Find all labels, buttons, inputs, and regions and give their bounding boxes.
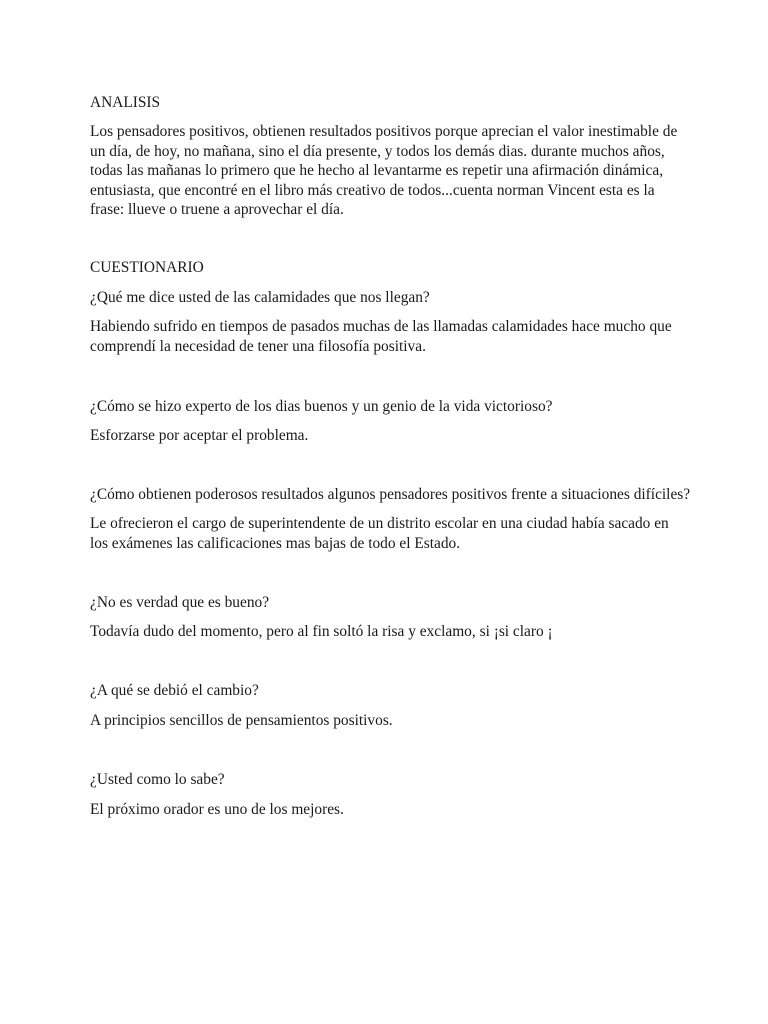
analysis-paragraph: Los pensadores positivos, obtienen resultados positivos porque aprecian el valor inestimable de un día, de hoy, no mañana, sino el día presente, y todos los demás dias. durante muchos años, todas las mañanas lo primero que he hecho al levantarme es repetir una afirmación dinámica, entusiasta, que encontré en el libro más creativo de todos...cuenta norman Vincent esta es la frase: llueve o truene a aprovechar el día.	[90, 123, 678, 218]
question-2: ¿Cómo se hizo experto de los dias buenos y un genio de la vida victorioso?	[90, 398, 553, 415]
question-6: ¿Usted como lo sabe?	[90, 771, 225, 788]
question-1: ¿Qué me dice usted de las calamidades que nos llegan?	[90, 289, 430, 306]
answer-4: Todavía dudo del momento, pero al fin soltó la risa y exclamo, si ¡si claro ¡	[90, 623, 553, 640]
answer-5: A principios sencillos de pensamientos positivos.	[90, 712, 393, 729]
answer-6: El próximo orador es uno de los mejores.	[90, 801, 344, 818]
analysis-heading: ANALISIS	[90, 94, 161, 111]
answer-3: Le ofrecieron el cargo de superintendente de un distrito escolar en una ciudad había sacado en los exámenes las calificaciones mas bajas de todo el Estado.	[90, 515, 669, 552]
answer-2: Esforzarse por aceptar el problema.	[90, 427, 309, 444]
question-3: ¿Cómo obtienen poderosos resultados algunos pensadores positivos frente a situaciones difíciles?	[90, 486, 691, 503]
question-5: ¿A qué se debió el cambio?	[90, 682, 259, 699]
answer-1: Habiendo sufrido en tiempos de pasados muchas de las llamadas calamidades hace mucho que comprendí la necesidad de tener una filosofía positiva.	[90, 318, 672, 355]
questionnaire-heading: CUESTIONARIO	[90, 259, 204, 276]
question-4: ¿No es verdad que es bueno?	[90, 594, 270, 611]
